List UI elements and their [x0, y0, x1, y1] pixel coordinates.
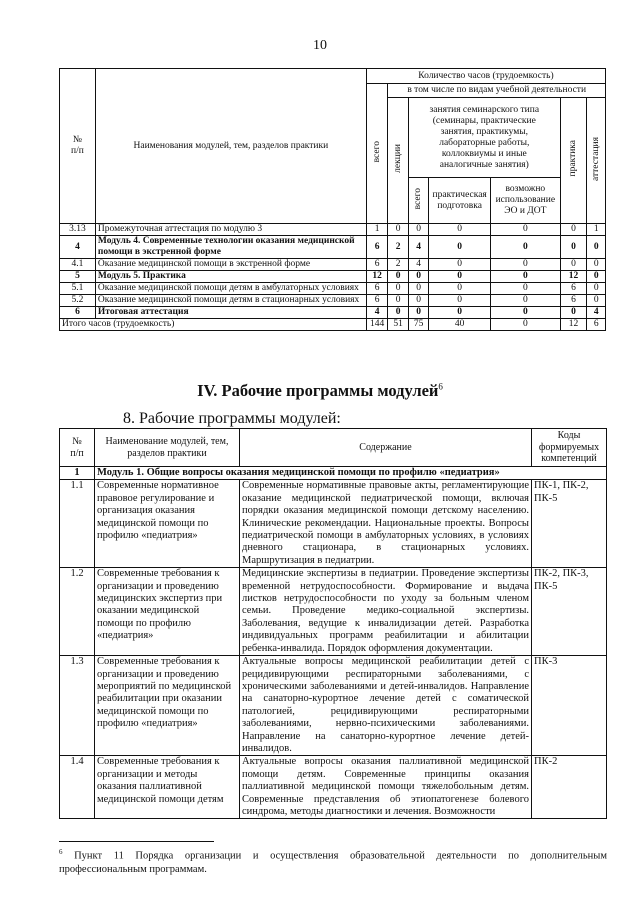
header-by-type: в том числе по видам учебной деятельности: [388, 84, 606, 98]
header-hours: Количество часов (трудоемкость): [366, 69, 605, 84]
hours-row: [60, 236, 606, 259]
row-lect: 2: [388, 259, 409, 271]
row-sem: 0: [408, 283, 429, 295]
header-attestation-cell: [587, 98, 606, 224]
row-name: Оказание медицинской помощи в экстренной форме: [95, 259, 366, 271]
topic-num: 1.4: [60, 756, 95, 819]
row-total: 4: [366, 307, 388, 319]
topic-name: Современные требования к организации и проведению мероприятий по медицинской реабилитации при оказании медицинской помощи по профилю «педиатрия»: [95, 656, 240, 756]
row-pr: 0: [560, 236, 587, 259]
topic-name: Современные требования к организации и методы оказания паллиативной медицинской помощи детям: [95, 756, 240, 819]
row-sem: 0: [408, 295, 429, 307]
row-att: 0: [587, 271, 606, 283]
topic-row: [60, 480, 607, 568]
row-name: Модуль 4. Современные технологии оказания медицинской помощи в экстренной форме: [95, 236, 366, 259]
row-num: 3.13: [60, 224, 96, 236]
header-content: Содержание: [240, 429, 532, 467]
row-lect: 0: [388, 224, 409, 236]
row-name: Итоговая аттестация: [95, 307, 366, 319]
header-sem-total: всего: [413, 187, 424, 210]
modules-table: [59, 428, 607, 819]
row-pp: 0: [429, 271, 491, 283]
row-att: 0: [587, 236, 606, 259]
topic-num: 1.3: [60, 656, 95, 756]
hours-row: [60, 283, 606, 295]
total-lect: 51: [388, 319, 409, 331]
hours-body: [60, 224, 606, 331]
row-eo: 0: [490, 259, 560, 271]
footnote: [59, 846, 607, 876]
topic-content: Актуальные вопросы оказания паллиативной медицинской помощи детям. Современные принципы оказания паллиативной медицинской помощи тяжелобольным детям. Современные представления об этиопатогенезе болевого синдрома, методы диагностики и лечения. Возможности: [240, 756, 532, 819]
section-title-text: IV. Рабочие программы модулей: [197, 381, 439, 400]
header-sem-total-cell: [408, 178, 429, 224]
row-name: Оказание медицинской помощи детям в стационарных условиях: [95, 295, 366, 307]
row-name: Промежуточная аттестация по модулю 3: [95, 224, 366, 236]
row-pp: 0: [429, 295, 491, 307]
topic-row: [60, 568, 607, 656]
row-pr: 0: [560, 307, 587, 319]
total-sem: 75: [408, 319, 429, 331]
hours-row: [60, 271, 606, 283]
row-pp: 0: [429, 259, 491, 271]
row-name: Модуль 5. Практика: [95, 271, 366, 283]
hours-row: [60, 307, 606, 319]
header-eo-dot: возможно использование ЭО и ДОТ: [490, 178, 560, 224]
row-num: 5.1: [60, 283, 96, 295]
topic-content: Актуальные вопросы медицинской реабилитации детей с рецидивирующими респираторными заболеваниями, с хроническими заболеваниями и детей-инвалидов. Направление на санаторно-курортное лечение детей с соматической патологией, рецидивирующими респираторными заболеваниями, нервно-психическими заболеваниями. Направление на санаторно-курортное лечение детей-инвалидов.: [240, 656, 532, 756]
row-lect: 2: [388, 236, 409, 259]
row-total: 12: [366, 271, 388, 283]
hours-table: [59, 68, 606, 331]
row-eo: 0: [490, 224, 560, 236]
row-att: 1: [587, 224, 606, 236]
row-eo: 0: [490, 271, 560, 283]
row-total: 6: [366, 236, 388, 259]
header-total-cell: [366, 84, 388, 224]
row-total: 6: [366, 295, 388, 307]
footnote-rule: [59, 841, 214, 842]
hours-row: [60, 295, 606, 307]
total-label: Итого часов (трудоемкость): [60, 319, 367, 331]
row-pr: 6: [560, 295, 587, 307]
row-name: Оказание медицинской помощи детям в амбулаторных условиях: [95, 283, 366, 295]
topic-codes: ПК-1, ПК-2, ПК-5: [532, 480, 607, 568]
row-pp: 0: [429, 307, 491, 319]
topic-num: 1.1: [60, 480, 95, 568]
row-lect: 0: [388, 307, 409, 319]
header-practice: практика: [568, 140, 579, 177]
row-num: 6: [60, 307, 96, 319]
row-sem: 0: [408, 271, 429, 283]
row-sem: 4: [408, 259, 429, 271]
footnote-mark: 6: [59, 848, 63, 856]
header-num: № п/п: [60, 69, 96, 224]
row-pr: 0: [560, 259, 587, 271]
topic-name: Современные нормативное правовое регулирование и организация оказания медицинской помощи по профилю «педиатрия»: [95, 480, 240, 568]
hours-row: [60, 224, 606, 236]
row-eo: 0: [490, 307, 560, 319]
row-pr: 0: [560, 224, 587, 236]
row-pr: 6: [560, 283, 587, 295]
row-total: 6: [366, 283, 388, 295]
topic-row: [60, 756, 607, 819]
header-codes: Коды формируемых компетенций: [532, 429, 607, 467]
topic-name: Современные требования к организации и проведению медицинских экспертиз при оказании медицинской помощи по профилю «педиатрия»: [95, 568, 240, 656]
row-pp: 0: [429, 224, 491, 236]
footnote-text: Пункт 11 Порядка организации и осуществления образовательной деятельности по дополнительным профессиональным программам.: [59, 850, 607, 875]
header-total: всего: [371, 140, 382, 163]
header-num-2: № п/п: [60, 429, 95, 467]
row-num: 4.1: [60, 259, 96, 271]
row-eo: 0: [490, 236, 560, 259]
section-footnote-mark: 6: [438, 381, 443, 392]
header-lectures: лекции: [392, 144, 403, 173]
row-att: 0: [587, 283, 606, 295]
row-sem: 4: [408, 236, 429, 259]
section-title: [0, 381, 640, 401]
row-num: 5: [60, 271, 96, 283]
row-pp: 0: [429, 236, 491, 259]
total-row: [60, 319, 606, 331]
row-att: 0: [587, 259, 606, 271]
row-att: 4: [587, 307, 606, 319]
row-sem: 0: [408, 224, 429, 236]
row-lect: 0: [388, 295, 409, 307]
hours-row: [60, 259, 606, 271]
row-lect: 0: [388, 283, 409, 295]
row-att: 0: [587, 295, 606, 307]
total-eo: 0: [490, 319, 560, 331]
topic-num: 1.2: [60, 568, 95, 656]
topic-content: Современные нормативные правовые акты, регламентирующие оказание медицинской педиатрической помощи, включая порядки оказания медицинской помощи детскому населению. Клинические рекомендации. Национальные проекты. Вопросы педиатрической помощи в амбулаторных условиях, в условиях дневного стационара, в стационарных условиях. Маршрутизация в педиатрии.: [240, 480, 532, 568]
total-total: 144: [366, 319, 388, 331]
header-lectures-cell: [388, 98, 409, 224]
module-row: [60, 467, 607, 480]
subsection-title: 8. Рабочие программы модулей:: [123, 410, 341, 427]
row-pr: 12: [560, 271, 587, 283]
topic-codes: ПК-2, ПК-3, ПК-5: [532, 568, 607, 656]
row-lect: 0: [388, 271, 409, 283]
header-name-2: Наименование модулей, тем, разделов практики: [95, 429, 240, 467]
total-att: 6: [587, 319, 606, 331]
row-sem: 0: [408, 307, 429, 319]
header-practice-cell: [560, 98, 587, 224]
topic-codes: ПК-2: [532, 756, 607, 819]
header-name: Наименования модулей, тем, разделов практики: [95, 69, 366, 224]
header-seminar: занятия семинарского типа (семинары, практические занятия, практикумы, лабораторные работы, коллоквиумы и иные аналогичные занятия): [408, 98, 560, 178]
module-num: 1: [60, 467, 95, 480]
row-total: 1: [366, 224, 388, 236]
header-attestation: аттестация: [590, 136, 601, 181]
total-pr: 12: [560, 319, 587, 331]
modules-body: [60, 467, 607, 819]
row-eo: 0: [490, 295, 560, 307]
total-pp: 40: [429, 319, 491, 331]
row-num: 4: [60, 236, 96, 259]
row-num: 5.2: [60, 295, 96, 307]
topic-row: [60, 656, 607, 756]
topic-content: Медицинские экспертизы в педиатрии. Проведение экспертизы временной нетрудоспособности. Формирование и выдача листков нетрудоспособности по уходу за больным членом семьи. Проведение медико-социальной экспертизы. Заболевания, ведущие к инвалидизации детей. Разработка индивидуальных программ реабилитации и абилитации ребенка-инвалида. Порядок оформления документации.: [240, 568, 532, 656]
header-practical-training: практическая подготовка: [429, 178, 491, 224]
row-pp: 0: [429, 283, 491, 295]
topic-codes: ПК-3: [532, 656, 607, 756]
row-total: 6: [366, 259, 388, 271]
module-title: Модуль 1. Общие вопросы оказания медицинской помощи по профилю «педиатрия»: [95, 467, 607, 480]
row-eo: 0: [490, 283, 560, 295]
page-number: 10: [313, 38, 327, 53]
